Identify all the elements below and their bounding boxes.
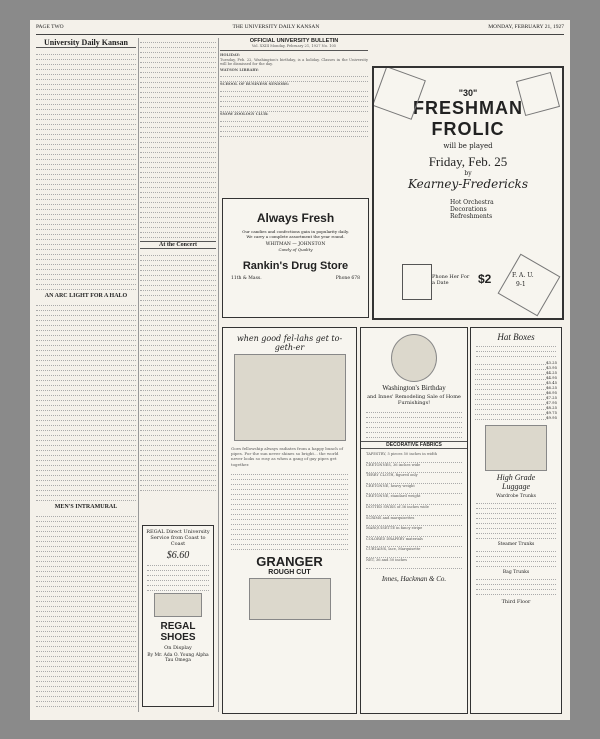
frolic-price: $2 <box>478 272 492 286</box>
art-deco-shape <box>498 254 561 317</box>
granger-tobacco-ad <box>222 327 357 714</box>
frolic-phone: Phone Her For a Date <box>432 274 470 286</box>
rankins-drug-ad <box>222 198 369 318</box>
hat-price: $3.25 <box>546 360 557 365</box>
intramural-headline: MEN'S INTRAMURAL <box>54 504 118 510</box>
fresh-brands: WHITMAN — JOHNSTON <box>265 242 326 247</box>
fresh-title: Always Fresh <box>256 211 335 225</box>
fabric-item: CURTAINS, lace, Marquisette <box>366 547 421 552</box>
hat-price: $9.95 <box>546 415 557 420</box>
shoe-illustration <box>154 593 202 617</box>
luggage-title: Luggage <box>502 482 530 491</box>
bulletin-watson-head: WATSON LIBRARY: <box>220 67 259 72</box>
page-number: PAGE TWO <box>36 24 64 30</box>
innes-sale-ad <box>360 327 468 714</box>
university-bulletin <box>220 38 368 188</box>
fabric-item: DOTTED SWISS of 36 inches wide <box>366 504 429 509</box>
frolic-item: Hot Orchestra <box>450 199 494 206</box>
editorial-headline: AN ARC LIGHT FOR A HALO <box>44 293 128 299</box>
regal-brand: REGAL SHOES <box>160 621 196 643</box>
fresh-line2: We carry a complete assortment the year round. <box>246 234 345 239</box>
frolic-venue: F. A. U. <box>512 272 534 279</box>
granger-brand-sub: ROUGH CUT <box>268 568 311 576</box>
fabric-item: SCRIMS and marquisettes <box>366 515 415 520</box>
fabric-item: CRETONNE, standard weight <box>366 494 421 499</box>
bulletin-holiday-text: Tuesday, Feb. 22, Washington's birthday, is a holiday. Classes in the University will be dismissed for the day. <box>220 57 368 67</box>
granger-brand: GRANGER <box>256 553 323 569</box>
fresh-brands-sub: Candy of Quality <box>278 247 313 252</box>
hat-price: $7.25 <box>546 395 557 400</box>
regal-shoes-ad <box>142 525 214 707</box>
freshman-frolic-ad <box>372 66 564 320</box>
column-rule <box>138 38 139 712</box>
fabric-item: COLORED DRAPERY materials <box>366 536 423 541</box>
frolic-number: "30" <box>458 88 478 98</box>
bulletin-snow-head: SNOW ZOOLOGY CLUB: <box>220 111 269 116</box>
wash-store: Innes, Hackman & Co. <box>381 574 447 583</box>
fabric-item: CRETONNES, 36 inches wide <box>366 462 421 467</box>
wash-title: Washington's Birthday <box>382 384 446 392</box>
hg-title: High Grade <box>496 473 536 482</box>
third-floor: Third Floor <box>501 599 531 605</box>
fabric-item: NET, 36 and 50 inches <box>366 557 408 562</box>
hat-price-list <box>471 357 561 423</box>
hat-price: $4.95 <box>546 375 557 380</box>
frolic-by: by <box>464 170 472 177</box>
fabric-item: MARQUISETTE in fancy stripe <box>366 526 423 531</box>
regal-top: REGAL Direct University Service from Coast to Coast <box>146 529 210 547</box>
editorial-body <box>36 301 136 501</box>
page-header <box>36 24 564 35</box>
frolic-title2: FROLIC <box>431 119 505 139</box>
hat-price: $5.45 <box>546 380 557 385</box>
fabric-item: TERRY CLOTH, figured only <box>366 473 418 478</box>
frolic-time: 9-1 <box>516 281 526 288</box>
fabric-item: CRETONNE, heavy weight <box>366 483 415 488</box>
steamer-head: Steamer Trunks <box>497 542 535 547</box>
frolic-title1: FRESHMAN <box>413 98 523 118</box>
wash-fabrics-head: DECORATIVE FABRICS <box>361 441 467 449</box>
hat-price: $6.25 <box>546 385 557 390</box>
fabric-item: TAPESTRY, 5 pieces 50 inches in width <box>366 452 438 456</box>
pipes-illustration <box>234 354 346 441</box>
news-column <box>140 38 216 523</box>
bulletin-volume: Vol. XXIII Monday, February 21, 1927 No. 105 <box>220 44 368 51</box>
hat-price: $9.75 <box>546 410 557 415</box>
hat-price: $8.25 <box>546 405 557 410</box>
paper-name: THE UNIVERSITY DAILY KANSAN <box>232 24 320 30</box>
luggage-illustration <box>485 425 547 471</box>
hat-price: $7.95 <box>546 400 557 405</box>
bulletin-title: OFFICIAL UNIVERSITY BULLETIN <box>249 38 339 44</box>
regal-price: $6.60 <box>166 550 190 561</box>
store-address: 11th & Mass. <box>231 276 262 281</box>
newspaper-page <box>30 20 570 720</box>
staff-box <box>36 50 136 290</box>
concert-headline: At the Concert <box>140 241 216 249</box>
wash-sub: and Innes' Remodeling Sale of Home Furnishings! <box>367 394 461 406</box>
telephone-illustration <box>402 264 432 300</box>
masthead: University Daily Kansan <box>36 38 136 48</box>
washington-portrait <box>391 334 437 382</box>
store-name: Rankin's Drug Store <box>242 260 349 272</box>
column-rule <box>218 38 219 712</box>
store-phone: Phone 678 <box>335 276 360 281</box>
hat-price: $3.95 <box>546 365 557 370</box>
tobacco-tin-illustration <box>249 578 331 620</box>
issue-date: MONDAY, FEBRUARY 21, 1927 <box>488 24 564 30</box>
bulletin-business-head: SCHOOL OF BUSINESS SENIORS: <box>220 82 289 87</box>
frolic-date: Friday, Feb. 25 <box>428 154 508 169</box>
regal-by: By Mr. Ada O. Young Alpha Tau Omega <box>147 653 209 663</box>
wardrobe-head: Wardrobe Trunks <box>496 494 536 499</box>
hat-box-luggage-ad <box>470 327 562 714</box>
regal-on: On Display <box>164 645 192 651</box>
bulletin-holiday-head: HOLIDAY: <box>220 53 240 57</box>
editorial-column <box>36 38 136 708</box>
frolic-item: Refreshments <box>450 213 493 220</box>
hat-price: $6.95 <box>546 390 557 395</box>
frolic-item: Decorations <box>450 206 487 213</box>
bag-head: Bag Trunks <box>502 570 530 575</box>
granger-body: Goes fellowship always radiates from a happy bunch of pipes. For the sun never shines so bright... the world never looks so rosy as when a gang of gay pipes get together. <box>231 446 343 467</box>
hat-title: Hat Boxes <box>497 332 535 342</box>
granger-headline: when good fel-lahs get to-geth-er <box>236 334 343 352</box>
frolic-band: Kearney-Fredericks <box>408 177 528 191</box>
frolic-played: will be played <box>443 142 493 150</box>
hat-price: $4.25 <box>546 370 557 375</box>
intramural-body <box>36 512 136 708</box>
fresh-line1: Our candies and confections gain in popularity daily. <box>242 229 349 234</box>
